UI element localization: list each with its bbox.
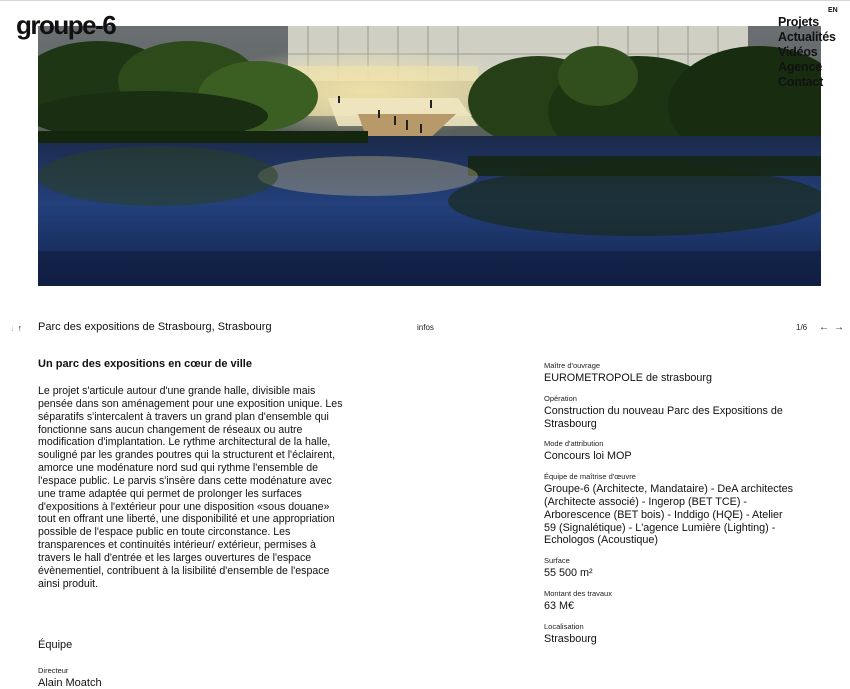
detail-label: Équipe de maîtrise d'œuvre [544,472,636,482]
nav-actualites[interactable]: Actualités [778,30,836,44]
scroll-down-arrow[interactable]: ↓ [10,323,18,333]
detail-montant [544,589,796,613]
groupe-6-logo[interactable]: groupe-6 [16,10,116,40]
detail-value: Groupe-6 (Architecte, Mandataire) - DeA architectes (Architecte associé) - Ingerop (BET TCE) - Arborescence (BET bois) - Inddigo (HQE) - Atelier 59 (Signalétique) - L'agence Lumière (Lighting) - Echologos (Acoustique) [544,483,794,547]
project-info-bar [0,320,850,336]
project-details [544,361,796,655]
team-heading: Équipe [38,639,73,651]
infos-toggle[interactable]: infos [417,323,434,332]
description-text: Le projet s'articule autour d'une grande halle, divisible mais pensée dans son aménagement pour une exposition unique. Les séparatifs s'intercalent à travers un grand plan d'ensemble qui fonctionne sans aucun changement de réseaux ou autre modification d'implantation. Le rythme architectural de la halle, souligné par les grandes poutres qui la structurent et l'éclairent, amorce une modénature nord sud qui rythme l'ensemble de l'espace public. Le parvis s'insère dans cette modénature avec une trame adaptée qui permet de prolonger les surfaces d'expositions à l'extérieur pour une disposition «sous douane» tout en offrant une liberté, une disponibilité et une appropriation possible de l'espace public en toute circonstance. Les transparences et continuités intérieur/ extérieur, permises à travers le hall d'entrée et les larges ouvertures de l'espace évènementiel, contribuent à la lisibilité d'ensemble de l'espace ainsi produit. [38,385,343,590]
next-image-arrow[interactable]: → [834,322,849,333]
detail-label: Montant des travaux [544,588,612,598]
detail-value: Concours loi MOP [544,450,632,463]
detail-maitre-ouvrage [544,361,796,385]
detail-value: EUROMETROPOLE de strasbourg [544,372,713,384]
hero-image[interactable] [38,26,821,286]
nav-agence[interactable]: Agence [778,60,822,74]
detail-localisation [544,622,796,646]
detail-equipe-moe [544,472,796,547]
detail-label: Localisation [544,621,584,631]
detail-value: 55 500 m² [544,567,593,580]
image-counter: 1/6 [796,323,808,332]
description-headline: Un parc des expositions en cœur de ville [38,358,252,370]
detail-operation [544,394,796,431]
top-divider [0,0,850,1]
hero-illustration [38,26,821,286]
director-label: Directeur [38,666,69,675]
project-title: Parc des expositions de Strasbourg, Strasbourg [38,321,272,333]
detail-label: Mode d'attribution [544,439,604,449]
detail-value: Construction du nouveau Parc des Expositions de Strasbourg [544,404,783,430]
vertical-nav-arrows [10,323,25,333]
nav-contact[interactable]: Contact [778,75,824,89]
detail-value: 63 M€ [544,599,575,612]
detail-mode-attribution [544,439,796,463]
director-name: Alain Moatch [38,677,102,689]
nav-projets[interactable]: Projets [778,15,819,29]
main-nav [778,15,836,90]
detail-label: Opération [544,393,577,403]
detail-value: Strasbourg [544,632,597,645]
detail-label: Surface [544,556,570,566]
previous-image-arrow[interactable]: ← [819,322,834,333]
detail-surface [544,556,796,580]
image-nav-arrows [819,322,849,333]
language-switch[interactable]: EN [828,7,838,14]
nav-videos[interactable]: Vidéos [778,45,818,59]
detail-label: Maître d'ouvrage [544,361,601,370]
project-description [38,357,344,591]
scroll-up-arrow[interactable]: ↑ [17,323,25,333]
